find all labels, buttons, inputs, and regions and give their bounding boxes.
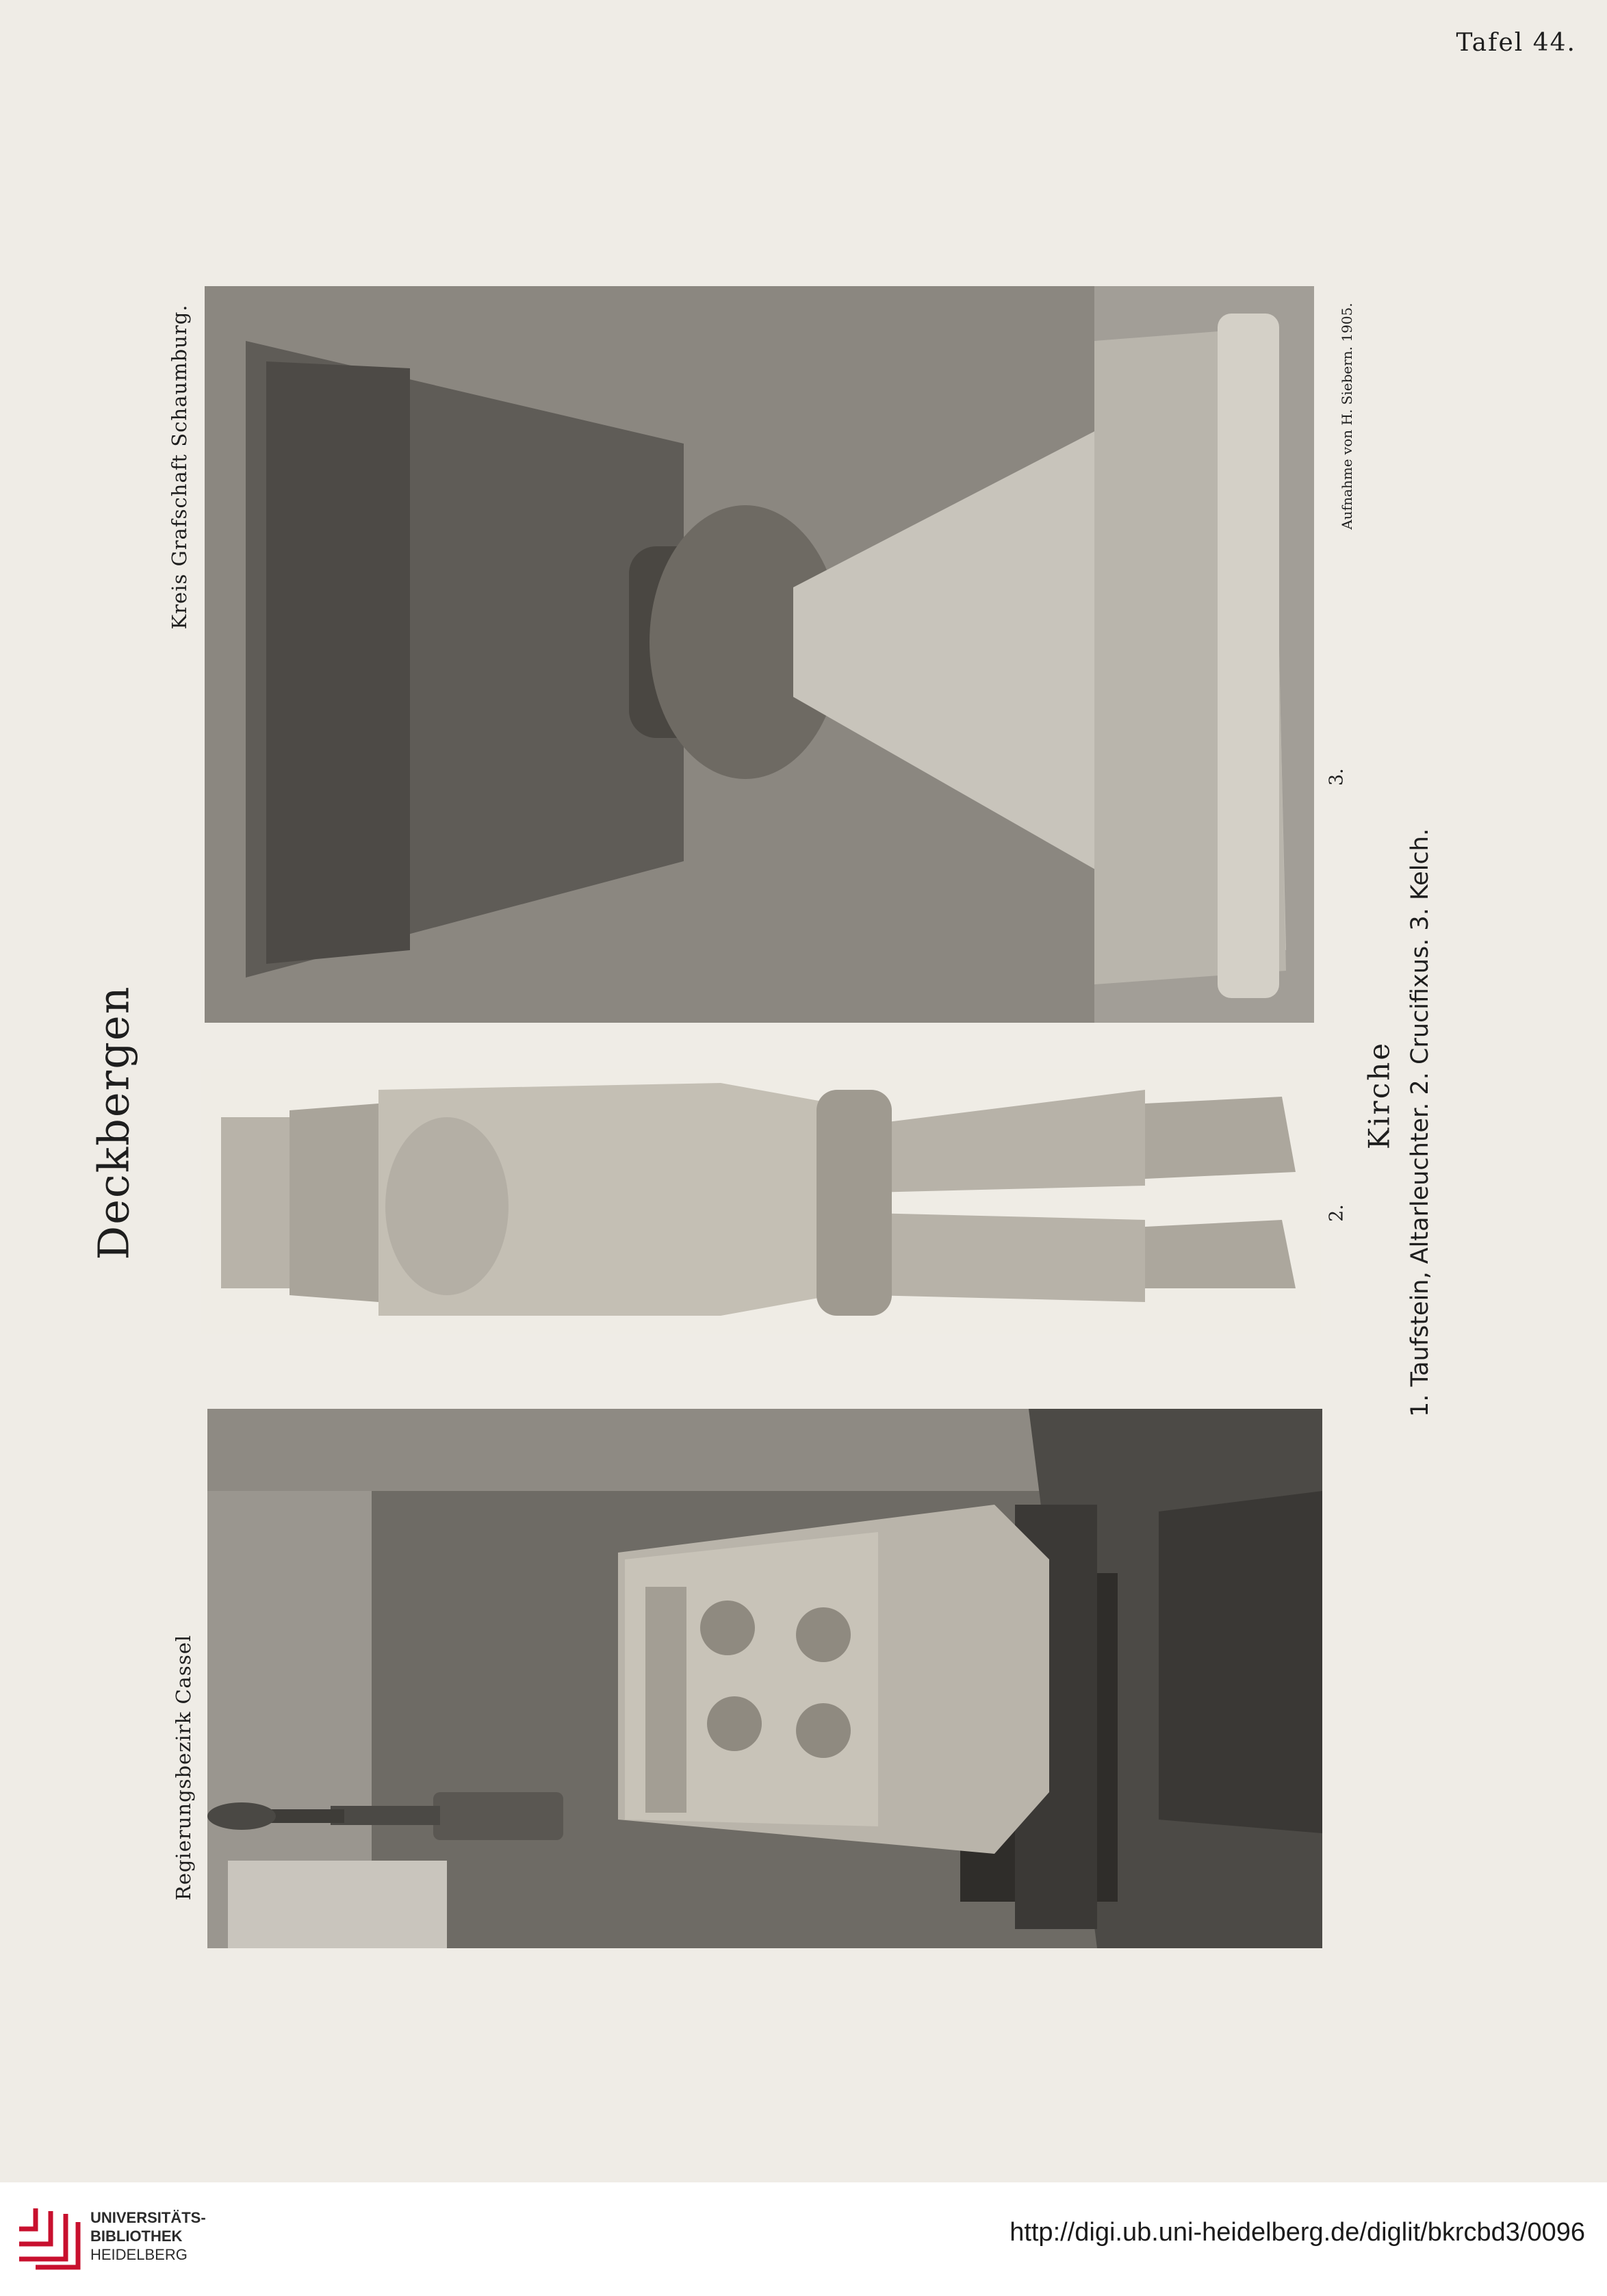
plate-number: Tafel 44. [1456, 29, 1576, 57]
photo-crucifix [201, 1069, 1321, 1334]
page-footer [0, 2182, 1607, 2296]
figure-number-3: 3. [1326, 768, 1348, 786]
page-title: Deckbergen [88, 985, 139, 1260]
library-name-line2: BIBLIOTHEK [90, 2228, 183, 2245]
photo-chalice [205, 286, 1314, 1023]
photo-baptismal-font [207, 1409, 1322, 1948]
caption-heading: Kirche [1362, 1041, 1396, 1150]
region-label-schaumburg: Kreis Grafschaft Schaumburg. [168, 304, 191, 630]
library-name-line1: UNIVERSITÄTS- [90, 2209, 206, 2226]
photo-credit: Aufnahme von H. Siebern. 1905. [1339, 303, 1355, 530]
caption-text: 1. Taufstein, Altarleuchter. 2. Crucifixus. 3. Kelch. [1406, 828, 1434, 1417]
region-label-cassel: Regierungsbezirk Cassel [172, 1634, 195, 1901]
library-name [90, 2208, 206, 2264]
permalink-url[interactable]: http://digi.ub.uni-heidelberg.de/diglit/bkrcbd3/0096 [1010, 2218, 1585, 2247]
library-name-line3: HEIDELBERG [90, 2246, 188, 2263]
figure-number-2: 2. [1326, 1204, 1348, 1222]
university-library-logo-icon [15, 2202, 82, 2270]
